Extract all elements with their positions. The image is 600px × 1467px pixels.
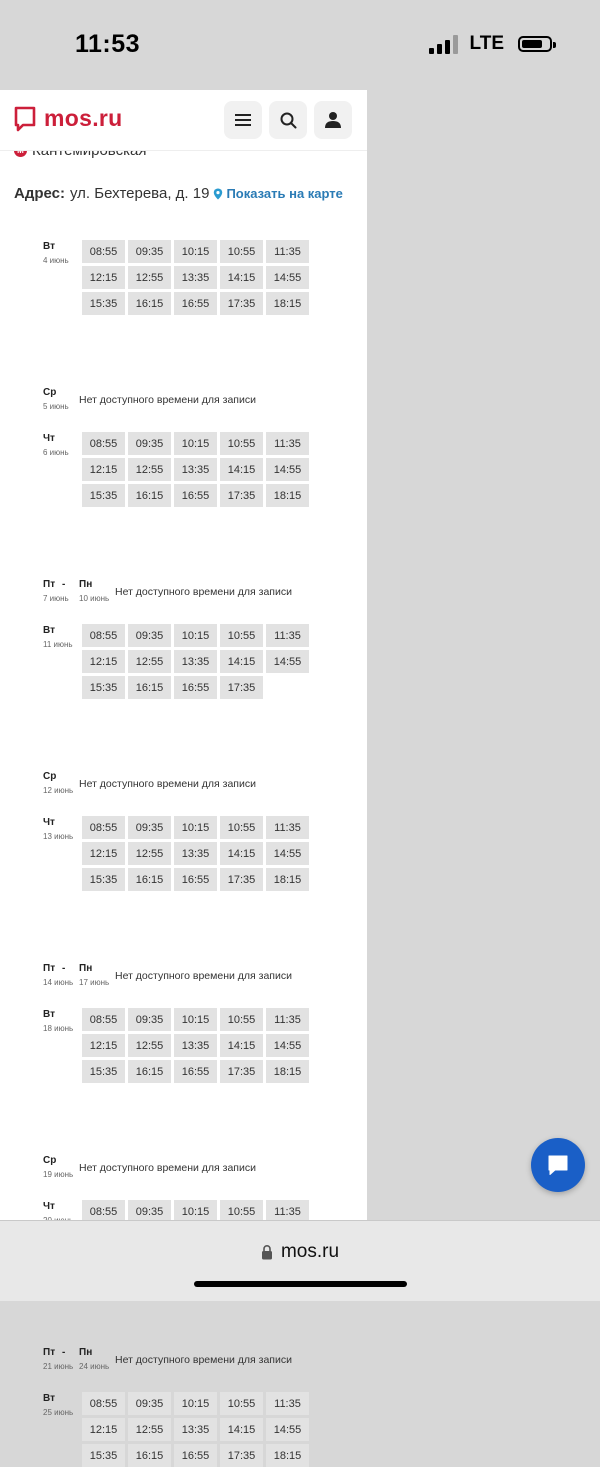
time-slot-button[interactable]: 11:35: [266, 1392, 309, 1415]
time-slot-button[interactable]: 17:35: [220, 484, 263, 507]
time-slot-button[interactable]: 18:15: [266, 484, 309, 507]
day-name: Ср: [43, 1155, 57, 1166]
user-icon: [324, 111, 342, 129]
time-slot-button[interactable]: 16:55: [174, 676, 217, 699]
network-type: LTE: [469, 33, 504, 54]
status-indicators: [429, 33, 552, 55]
time-slot-button[interactable]: 16:15: [128, 1444, 171, 1467]
time-slot-button[interactable]: 12:15: [82, 266, 125, 289]
time-slot-button[interactable]: 08:55: [82, 432, 125, 455]
lock-icon: [261, 1245, 273, 1260]
time-slot-button[interactable]: 16:55: [174, 484, 217, 507]
day-date: 25 июнь: [43, 1408, 74, 1417]
day-name: Чт: [43, 1201, 55, 1212]
time-slot-button[interactable]: 13:35: [174, 650, 217, 673]
time-slot-button[interactable]: 14:55: [266, 650, 309, 673]
chat-icon: [546, 1153, 570, 1177]
day-range-label: [43, 963, 110, 987]
day-label: [43, 1009, 73, 1035]
time-slot-button[interactable]: 13:35: [174, 842, 217, 865]
day-label: [43, 1155, 73, 1181]
time-slot-button[interactable]: 08:55: [82, 816, 125, 839]
time-slot-button[interactable]: 12:55: [128, 266, 171, 289]
time-slot-button[interactable]: 18:15: [266, 1444, 309, 1467]
day-name: Ср: [43, 771, 57, 782]
time-slot-button[interactable]: 14:55: [266, 1034, 309, 1057]
home-indicator[interactable]: [194, 1281, 407, 1287]
time-slot-button[interactable]: 10:15: [174, 240, 217, 263]
no-time-message: Нет доступного времени для записи: [115, 586, 292, 598]
status-bar: [0, 0, 600, 90]
day-range-label: [43, 1347, 110, 1371]
day-name: Ср: [43, 387, 57, 398]
menu-button[interactable]: [224, 101, 262, 139]
time-slot-button[interactable]: 17:35: [220, 868, 263, 891]
time-slot-button[interactable]: 15:35: [82, 292, 125, 315]
logo-text: mos.ru: [44, 105, 123, 131]
day-date: 4 июнь: [43, 256, 69, 265]
range-start-day: Пт: [43, 1347, 56, 1358]
time-slot-button[interactable]: 10:55: [220, 432, 263, 455]
time-slot-button[interactable]: 12:55: [128, 458, 171, 481]
time-slot-button[interactable]: 15:35: [82, 1444, 125, 1467]
time-slot-button[interactable]: 08:55: [82, 1008, 125, 1031]
time-slot-button[interactable]: 12:15: [82, 458, 125, 481]
day-date: 18 июнь: [43, 1024, 74, 1033]
time-slot-button[interactable]: 10:15: [174, 1200, 217, 1223]
time-slot-button[interactable]: 16:15: [128, 292, 171, 315]
time-slot-button[interactable]: 09:35: [128, 1392, 171, 1415]
web-viewport[interactable]: [0, 90, 367, 1462]
time-slot-button[interactable]: 12:55: [128, 842, 171, 865]
time-slot-button[interactable]: 11:35: [266, 1200, 309, 1223]
day-label: [43, 433, 69, 459]
site-header: [0, 90, 367, 151]
address-value: ул. Бехтерева, д. 19: [70, 185, 210, 202]
time-slot-button[interactable]: 16:15: [128, 484, 171, 507]
time-slot-button[interactable]: 14:15: [220, 458, 263, 481]
time-slot-button[interactable]: 12:55: [128, 1418, 171, 1441]
day-label: [43, 625, 73, 651]
time-slot-button[interactable]: 14:15: [220, 266, 263, 289]
time-slot-button[interactable]: 15:35: [82, 1060, 125, 1083]
time-slot-button[interactable]: 08:55: [82, 1392, 125, 1415]
range-end-day: Пн: [79, 1347, 93, 1358]
show-on-map-link[interactable]: [213, 186, 342, 201]
range-end-day: Пн: [79, 579, 93, 590]
time-slot-button[interactable]: 16:55: [174, 1060, 217, 1083]
menu-icon: [235, 113, 251, 127]
day-date: 11 июнь: [43, 640, 73, 649]
time-slot-button[interactable]: 12:15: [82, 1418, 125, 1441]
time-slot-button[interactable]: 16:15: [128, 868, 171, 891]
time-slot-button[interactable]: 11:35: [266, 240, 309, 263]
range-end-date: 24 июнь: [79, 1362, 110, 1371]
time-slot-grid: [82, 624, 309, 699]
time-slot-button[interactable]: 10:55: [220, 1200, 263, 1223]
no-time-message: Нет доступного времени для записи: [79, 1162, 256, 1174]
day-label: [43, 241, 69, 267]
time-slot-button[interactable]: 12:15: [82, 1034, 125, 1057]
no-time-message: Нет доступного времени для записи: [79, 778, 256, 790]
no-time-message: Нет доступного времени для записи: [115, 1354, 292, 1366]
time-slot-button[interactable]: 14:15: [220, 650, 263, 673]
time-slot-button[interactable]: 09:35: [128, 816, 171, 839]
time-slot-button[interactable]: 14:55: [266, 842, 309, 865]
chat-button[interactable]: [531, 1138, 585, 1192]
address-line: [14, 185, 343, 202]
day-label: [43, 817, 73, 843]
browser-bar: [0, 1220, 600, 1301]
search-icon: [280, 112, 297, 129]
day-label: [43, 1393, 73, 1419]
time-slot-button[interactable]: 18:15: [266, 292, 309, 315]
range-end-date: 10 июнь: [79, 594, 110, 603]
range-start-date: 14 июнь: [43, 978, 74, 987]
time-slot-button[interactable]: 08:55: [82, 240, 125, 263]
day-name: Вт: [43, 1009, 55, 1020]
map-link-label: Показать на карте: [226, 186, 343, 201]
time-slot-button[interactable]: 18:15: [266, 868, 309, 891]
time-slot-button[interactable]: 14:55: [266, 458, 309, 481]
time-slot-button[interactable]: 14:55: [266, 266, 309, 289]
time-slot-button[interactable]: 14:15: [220, 1418, 263, 1441]
time-slot-button[interactable]: 12:55: [128, 650, 171, 673]
logo-icon: [14, 106, 36, 132]
time-slot-button[interactable]: 16:15: [128, 1060, 171, 1083]
time-slot-button[interactable]: 10:15: [174, 1008, 217, 1031]
range-start-day: Пт: [43, 963, 56, 974]
time-slot-button[interactable]: 12:55: [128, 1034, 171, 1057]
time-slot-button[interactable]: 13:35: [174, 458, 217, 481]
time-slot-button[interactable]: 16:15: [128, 676, 171, 699]
time-slot-button[interactable]: 10:15: [174, 624, 217, 647]
range-start-date: 21 июнь: [43, 1362, 74, 1371]
signal-icon: [429, 34, 458, 54]
profile-button[interactable]: [314, 101, 352, 139]
time-slot-button[interactable]: 12:15: [82, 650, 125, 673]
time-slot-button[interactable]: 15:35: [82, 676, 125, 699]
day-date: 13 июнь: [43, 832, 74, 841]
time-slot-grid: [82, 1008, 309, 1083]
time-slot-button[interactable]: 09:35: [128, 1008, 171, 1031]
time-slot-button[interactable]: 10:15: [174, 1392, 217, 1415]
day-date: 12 июнь: [43, 786, 74, 795]
range-start-date: 7 июнь: [43, 594, 69, 603]
status-time: 11:53: [75, 30, 141, 58]
day-name: Вт: [43, 241, 55, 252]
range-end-date: 17 июнь: [79, 978, 110, 987]
day-name: Вт: [43, 1393, 55, 1404]
time-slot-button[interactable]: 14:15: [220, 1034, 263, 1057]
address-label: Адрес:: [14, 185, 65, 202]
time-slot-button[interactable]: 18:15: [266, 1060, 309, 1083]
range-dash: -: [62, 1347, 66, 1358]
range-dash: -: [62, 963, 66, 974]
time-slot-button[interactable]: 09:35: [128, 1200, 171, 1223]
day-name: Чт: [43, 817, 55, 828]
no-time-message: Нет доступного времени для записи: [79, 394, 256, 406]
day-label: [43, 771, 73, 797]
search-button[interactable]: [269, 101, 307, 139]
time-slot-button[interactable]: 10:55: [220, 1392, 263, 1415]
time-slot-button[interactable]: 09:35: [128, 432, 171, 455]
url-text: mos.ru: [280, 1241, 340, 1262]
time-slot-button[interactable]: 11:35: [266, 1008, 309, 1031]
no-time-message: Нет доступного времени для записи: [115, 970, 292, 982]
time-slot-button[interactable]: 17:35: [220, 292, 263, 315]
time-slot-button[interactable]: 10:55: [220, 240, 263, 263]
time-slot-button[interactable]: 09:35: [128, 240, 171, 263]
time-slot-button[interactable]: 11:35: [266, 624, 309, 647]
range-dash: -: [62, 579, 66, 590]
day-range-label: [43, 579, 110, 603]
time-slot-button[interactable]: 15:35: [82, 868, 125, 891]
time-slot-button[interactable]: 09:35: [128, 624, 171, 647]
time-slot-button[interactable]: 17:35: [220, 676, 263, 699]
time-slot-button[interactable]: 17:35: [220, 1444, 263, 1467]
time-slot-button[interactable]: 13:35: [174, 1034, 217, 1057]
time-slot-button[interactable]: 10:15: [174, 816, 217, 839]
time-slot-button[interactable]: 13:35: [174, 1418, 217, 1441]
time-slot-button[interactable]: 14:55: [266, 1418, 309, 1441]
time-slot-button[interactable]: 13:35: [174, 266, 217, 289]
range-end-day: Пн: [79, 963, 93, 974]
time-slot-button[interactable]: 17:35: [220, 1060, 263, 1083]
time-slot-button[interactable]: 16:55: [174, 868, 217, 891]
battery-icon: [518, 36, 552, 52]
time-slot-grid: [82, 240, 309, 315]
time-slot-grid: [82, 816, 309, 891]
time-slot-button[interactable]: 08:55: [82, 1200, 125, 1223]
site-logo[interactable]: [14, 105, 122, 132]
day-name: Вт: [43, 625, 55, 636]
day-name: Чт: [43, 433, 55, 444]
time-slot-button[interactable]: 10:15: [174, 432, 217, 455]
time-slot-button[interactable]: 08:55: [82, 624, 125, 647]
range-start-day: Пт: [43, 579, 56, 590]
time-slot-button[interactable]: 11:35: [266, 816, 309, 839]
time-slot-button[interactable]: 16:55: [174, 292, 217, 315]
time-slot-button[interactable]: 16:55: [174, 1444, 217, 1467]
day-date: 5 июнь: [43, 402, 69, 411]
time-slot-button[interactable]: 14:15: [220, 842, 263, 865]
address-bar[interactable]: [0, 1241, 600, 1263]
time-slot-button[interactable]: 10:55: [220, 816, 263, 839]
day-date: 19 июнь: [43, 1170, 74, 1179]
time-slot-button[interactable]: 15:35: [82, 484, 125, 507]
time-slot-grid: [82, 1392, 309, 1467]
day-date: 6 июнь: [43, 448, 69, 457]
day-label: [43, 387, 69, 413]
time-slot-grid: [82, 432, 309, 507]
time-slot-button[interactable]: 10:55: [220, 624, 263, 647]
time-slot-button[interactable]: 10:55: [220, 1008, 263, 1031]
time-slot-button[interactable]: 11:35: [266, 432, 309, 455]
time-slot-button[interactable]: 12:15: [82, 842, 125, 865]
map-pin-icon: [213, 188, 223, 200]
